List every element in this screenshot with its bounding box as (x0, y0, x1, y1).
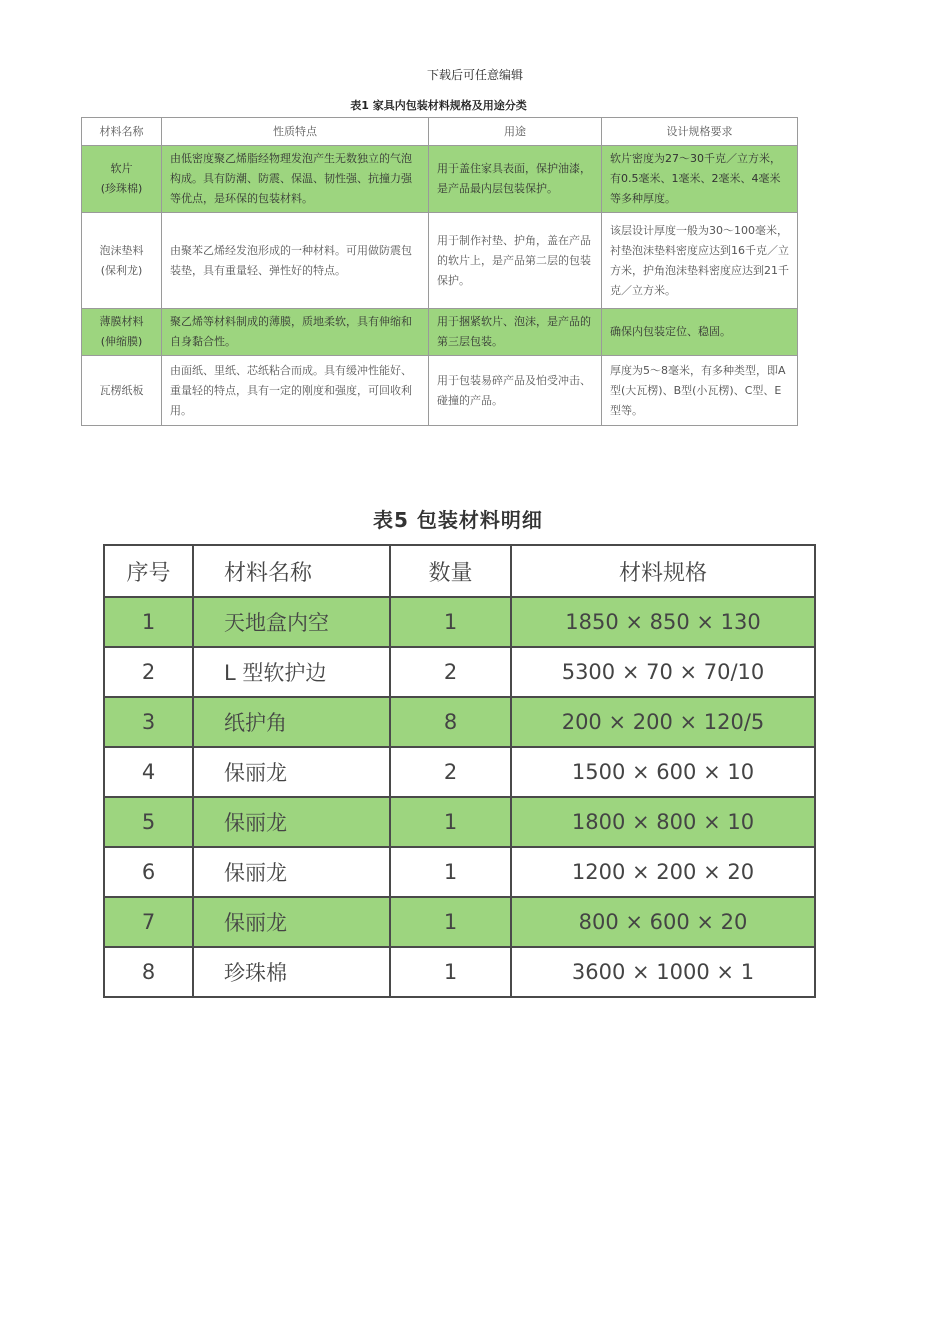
table1-header-row (82, 118, 798, 146)
row-spec: 800 × 600 × 20 (511, 897, 815, 947)
table1-header-features: 性质特点 (162, 118, 429, 146)
material-usage: 用于制作衬垫、护角，盖在产品的软片上，是产品第二层的包装保护。 (429, 213, 602, 309)
row-spec: 1800 × 800 × 10 (511, 797, 815, 847)
packaging-materials-table (81, 117, 798, 426)
material-name: 瓦楞纸板 (82, 356, 162, 426)
row-qty: 8 (390, 697, 511, 747)
row-qty: 1 (390, 947, 511, 997)
material-name: 薄膜材料 (伸缩膜) (82, 309, 162, 356)
material-features: 由聚苯乙烯经发泡形成的一种材料。可用做防震包装垫，具有重量轻、弹性好的特点。 (162, 213, 429, 309)
table5-header-row (104, 545, 815, 597)
row-name: 保丽龙 (193, 897, 390, 947)
row-qty: 2 (390, 747, 511, 797)
row-no: 8 (104, 947, 193, 997)
packaging-detail-table (103, 544, 816, 998)
table5-row (104, 947, 815, 997)
row-spec: 1500 × 600 × 10 (511, 747, 815, 797)
row-no: 2 (104, 647, 193, 697)
row-no: 1 (104, 597, 193, 647)
material-usage: 用于包装易碎产品及怕受冲击、碰撞的产品。 (429, 356, 602, 426)
material-usage: 用于捆紧软片、泡沫，是产品的第三层包装。 (429, 309, 602, 356)
row-name: 天地盒内空 (193, 597, 390, 647)
table5-header-spec: 材料规格 (511, 545, 815, 597)
table5-header-name: 材料名称 (193, 545, 390, 597)
table5-header-no: 序号 (104, 545, 193, 597)
table5-header-qty: 数量 (390, 545, 511, 597)
table5-row (104, 647, 815, 697)
row-spec: 1850 × 850 × 130 (511, 597, 815, 647)
material-features: 由面纸、里纸、芯纸粘合而成。具有缓冲性能好、重量轻的特点，具有一定的刚度和强度，可回收利用。 (162, 356, 429, 426)
table5-title: 表5 包装材料明细 (373, 508, 543, 532)
row-no: 3 (104, 697, 193, 747)
material-features: 由低密度聚乙烯脂经物理发泡产生无数独立的气泡构成。具有防潮、防震、保温、韧性强、抗撞力强等优点，是环保的包装材料。 (162, 146, 429, 213)
row-name: L 型软护边 (193, 647, 390, 697)
table1-row (82, 356, 798, 426)
row-name: 珍珠棉 (193, 947, 390, 997)
table5-row (104, 797, 815, 847)
table1-row (82, 146, 798, 213)
table1-row (82, 213, 798, 309)
row-name: 纸护角 (193, 697, 390, 747)
row-name: 保丽龙 (193, 747, 390, 797)
table5-row (104, 747, 815, 797)
row-qty: 1 (390, 597, 511, 647)
table1-header-usage: 用途 (429, 118, 602, 146)
table5-row (104, 697, 815, 747)
table5-row (104, 897, 815, 947)
table5-row (104, 597, 815, 647)
row-no: 5 (104, 797, 193, 847)
row-spec: 200 × 200 × 120/5 (511, 697, 815, 747)
row-spec: 5300 × 70 × 70/10 (511, 647, 815, 697)
row-name: 保丽龙 (193, 847, 390, 897)
material-name: 软片 (珍珠棉) (82, 146, 162, 213)
table1-title: 表1 家具内包装材料规格及用途分类 (350, 99, 527, 112)
row-no: 6 (104, 847, 193, 897)
table5-row (104, 847, 815, 897)
row-qty: 2 (390, 647, 511, 697)
row-spec: 1200 × 200 × 20 (511, 847, 815, 897)
row-no: 4 (104, 747, 193, 797)
material-usage: 用于盖住家具表面，保护油漆，是产品最内层包装保护。 (429, 146, 602, 213)
material-spec: 该层设计厚度一般为30～100毫米，衬垫泡沫垫料密度应达到16千克／立方米，护角泡沫垫料密度应达到21千克／立方米。 (602, 213, 798, 309)
row-qty: 1 (390, 847, 511, 897)
row-spec: 3600 × 1000 × 1 (511, 947, 815, 997)
header-note: 下载后可任意编辑 (426, 68, 523, 82)
material-features: 聚乙烯等材料制成的薄膜，质地柔软，具有伸缩和自身黏合性。 (162, 309, 429, 356)
table1-row (82, 309, 798, 356)
table1-header-name: 材料名称 (82, 118, 162, 146)
row-no: 7 (104, 897, 193, 947)
material-spec: 确保内包装定位、稳固。 (602, 309, 798, 356)
material-name: 泡沫垫料 (保利龙) (82, 213, 162, 309)
row-name: 保丽龙 (193, 797, 390, 847)
row-qty: 1 (390, 897, 511, 947)
table1-header-spec: 设计规格要求 (602, 118, 798, 146)
material-spec: 软片密度为27～30千克／立方米，有0.5毫米、1毫米、2毫米、4毫米等多种厚度。 (602, 146, 798, 213)
material-spec: 厚度为5～8毫米，有多种类型，即A型(大瓦楞)、B型(小瓦楞)、C型、E型等。 (602, 356, 798, 426)
row-qty: 1 (390, 797, 511, 847)
